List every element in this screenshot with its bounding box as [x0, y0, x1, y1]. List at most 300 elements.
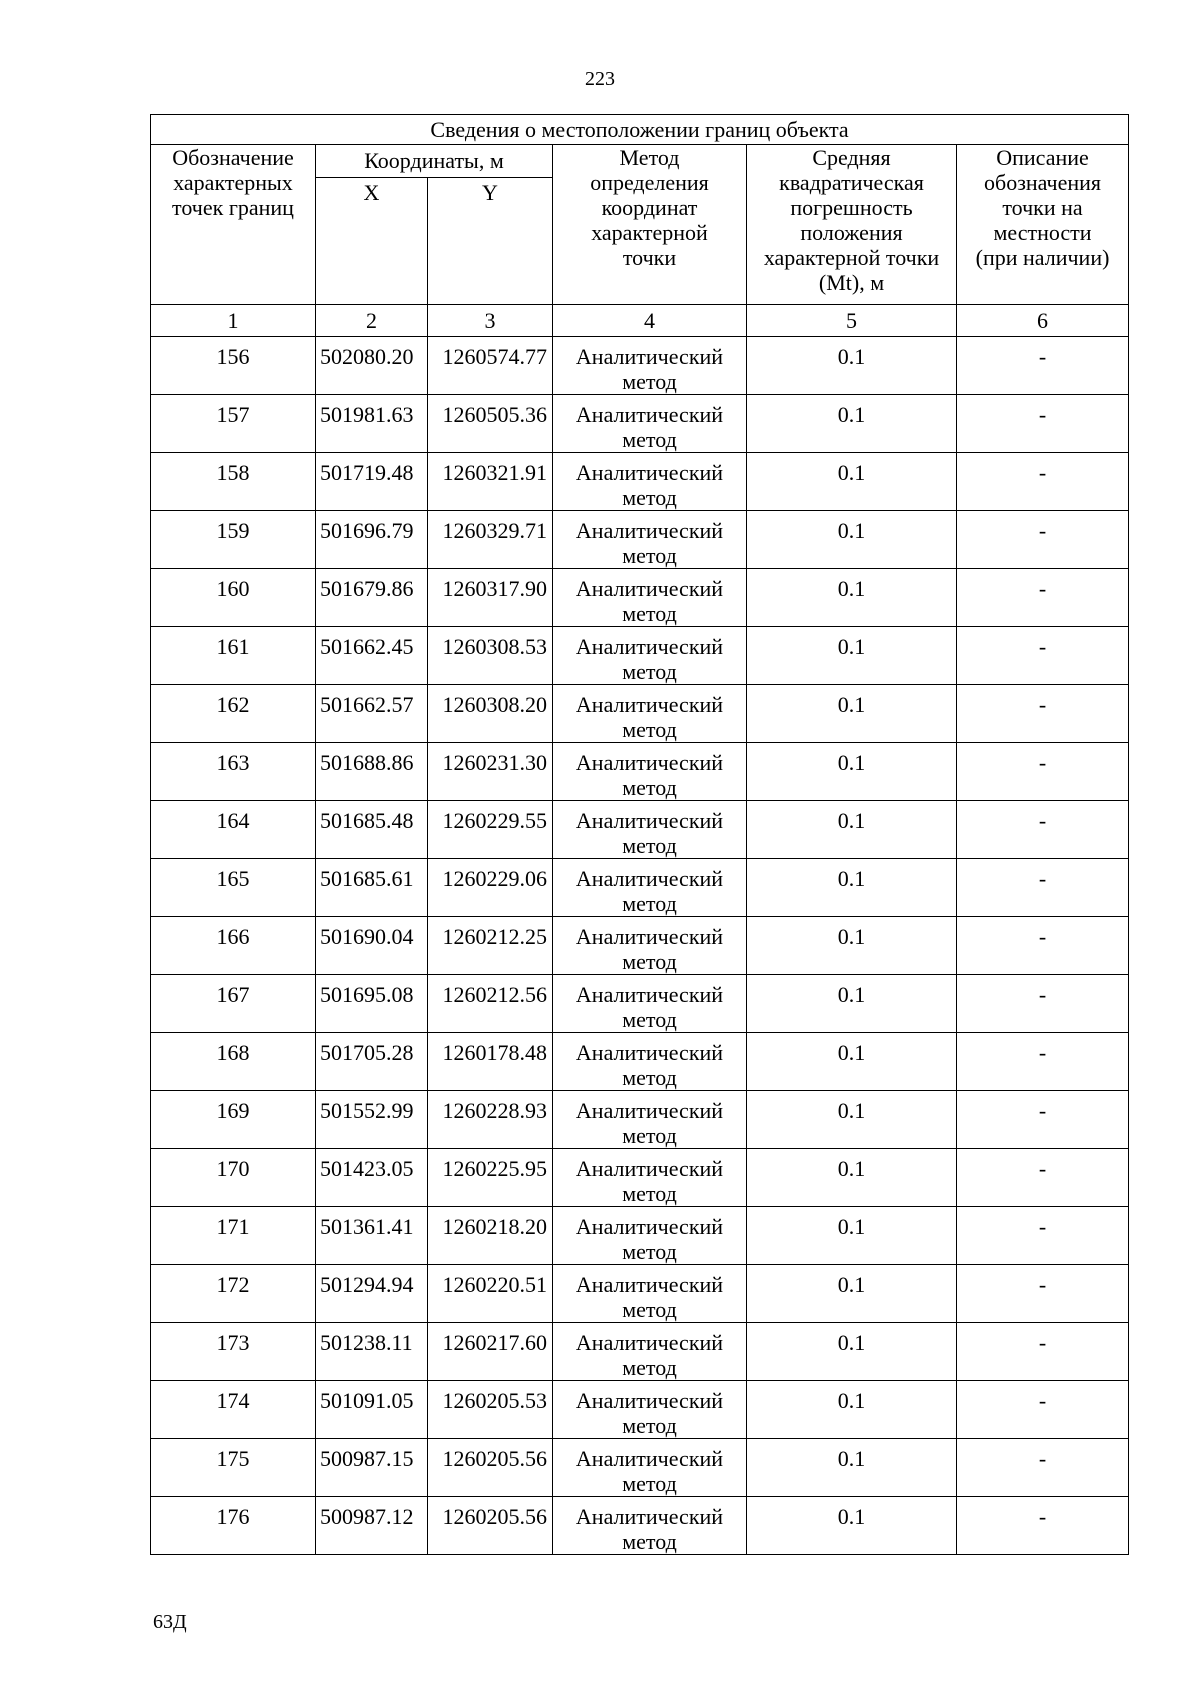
- cell-error: [747, 801, 957, 859]
- cell-point: [151, 627, 316, 685]
- header-row-1: [151, 145, 1129, 178]
- cell-error-value: [747, 337, 956, 369]
- cell-method-text: метод: [622, 717, 677, 742]
- cell-error-value: [747, 1033, 956, 1065]
- cell-error: [747, 511, 957, 569]
- cell-x-text: 501662.45: [320, 634, 414, 659]
- header-x: X: [316, 178, 428, 305]
- header-method-line: координат: [601, 195, 698, 220]
- cell-x: [316, 627, 428, 685]
- cell-point-value: [151, 1323, 315, 1355]
- cell-y: [428, 917, 553, 975]
- cell-description-text: -: [1038, 982, 1047, 1007]
- cell-point-value: [151, 337, 315, 369]
- table-row: [151, 627, 1129, 685]
- cell-point: [151, 801, 316, 859]
- cell-y: [428, 1439, 553, 1497]
- header-coords: Координаты, м: [316, 145, 553, 178]
- cell-x-value: [316, 975, 427, 1007]
- table-row: [151, 801, 1129, 859]
- cell-description: [957, 1033, 1129, 1091]
- cell-point-text: 156: [216, 344, 250, 369]
- cell-method-text: метод: [622, 1471, 677, 1496]
- cell-method-text: Аналитический: [575, 402, 724, 427]
- cell-point-text: 157: [216, 402, 250, 427]
- cell-point-text: 162: [216, 692, 250, 717]
- header-error-line: положения: [800, 220, 903, 245]
- cell-error: [747, 1439, 957, 1497]
- cell-description-text: -: [1038, 1214, 1047, 1239]
- cell-y-value: [428, 395, 552, 427]
- cell-description-text: -: [1038, 1330, 1047, 1355]
- cell-error: [747, 1265, 957, 1323]
- cell-y-text: 1260205.56: [442, 1446, 547, 1471]
- cell-point-text: 160: [216, 576, 250, 601]
- cell-y-text: 1260212.56: [442, 982, 547, 1007]
- cell-x: [316, 917, 428, 975]
- cell-description-value: [957, 1033, 1128, 1065]
- cell-method-text: метод: [622, 891, 677, 916]
- header-point-line: точек границ: [172, 195, 294, 220]
- cell-description-text: -: [1038, 750, 1047, 775]
- cell-method-text: метод: [622, 601, 677, 626]
- cell-method-text: метод: [622, 369, 677, 394]
- column-number: 2: [316, 305, 428, 337]
- cell-point-value: [151, 1497, 315, 1529]
- cell-x-value: [316, 859, 427, 891]
- cell-error-text: 0.1: [837, 1040, 866, 1065]
- cell-description-text: -: [1038, 1388, 1047, 1413]
- cell-point: [151, 569, 316, 627]
- cell-method-text: метод: [622, 659, 677, 684]
- cell-x-text: 501695.08: [320, 982, 414, 1007]
- table-row: [151, 511, 1129, 569]
- cell-description-value: [957, 685, 1128, 717]
- cell-point-text: 161: [216, 634, 250, 659]
- cell-x: [316, 1091, 428, 1149]
- cell-y-text: 1260212.25: [442, 924, 547, 949]
- cell-y-text: 1260217.60: [442, 1330, 547, 1355]
- cell-method-text: метод: [622, 1239, 677, 1264]
- cell-y-value: [428, 1265, 552, 1297]
- cell-method-text: Аналитический: [575, 1040, 724, 1065]
- header-description: [957, 145, 1129, 305]
- cell-description-value: [957, 917, 1128, 949]
- cell-error-value: [747, 917, 956, 949]
- cell-point-text: 169: [216, 1098, 250, 1123]
- cell-method-value: [553, 743, 746, 800]
- column-number: 3: [428, 305, 553, 337]
- cell-error-text: 0.1: [837, 1330, 866, 1355]
- cell-x-value: [316, 569, 427, 601]
- boundary-points-table: [150, 114, 1129, 1555]
- cell-error: [747, 685, 957, 743]
- cell-point-text: 172: [216, 1272, 250, 1297]
- cell-method: [553, 395, 747, 453]
- cell-method-value: [553, 1497, 746, 1554]
- cell-point: [151, 1323, 316, 1381]
- cell-point: [151, 685, 316, 743]
- cell-point-text: 166: [216, 924, 250, 949]
- cell-error-value: [747, 627, 956, 659]
- cell-x-text: 501690.04: [320, 924, 414, 949]
- cell-method-value: [553, 685, 746, 742]
- cell-y-text: 1260574.77: [442, 344, 547, 369]
- cell-method-text: метод: [622, 949, 677, 974]
- cell-point-text: 168: [216, 1040, 250, 1065]
- cell-y: [428, 569, 553, 627]
- cell-method: [553, 627, 747, 685]
- cell-error: [747, 1149, 957, 1207]
- cell-x-text: 501679.86: [320, 576, 414, 601]
- cell-x-value: [316, 1497, 427, 1529]
- cell-description-value: [957, 1265, 1128, 1297]
- table-body: [151, 337, 1129, 1555]
- cell-x-text: 501091.05: [320, 1388, 414, 1413]
- cell-description: [957, 1265, 1129, 1323]
- cell-x-text: 501552.99: [320, 1098, 414, 1123]
- cell-y-value: [428, 1149, 552, 1181]
- cell-error-text: 0.1: [837, 1098, 866, 1123]
- cell-description-text: -: [1038, 1272, 1047, 1297]
- cell-method-value: [553, 859, 746, 916]
- cell-x-text: 502080.20: [320, 344, 414, 369]
- cell-error-text: 0.1: [837, 1446, 866, 1471]
- cell-error: [747, 569, 957, 627]
- cell-method-value: [553, 337, 746, 394]
- cell-error-text: 0.1: [837, 808, 866, 833]
- column-number-row: [151, 305, 1129, 337]
- cell-method-text: Аналитический: [575, 1388, 724, 1413]
- cell-method-value: [553, 1381, 746, 1438]
- cell-error-text: 0.1: [837, 692, 866, 717]
- cell-method-text: Аналитический: [575, 808, 724, 833]
- cell-description-text: -: [1038, 808, 1047, 833]
- header-y: Y: [428, 178, 553, 305]
- cell-method: [553, 743, 747, 801]
- table-row: [151, 1033, 1129, 1091]
- cell-method-text: метод: [622, 1123, 677, 1148]
- cell-x-text: 501719.48: [320, 460, 414, 485]
- cell-point-value: [151, 1381, 315, 1413]
- cell-error-text: 0.1: [837, 750, 866, 775]
- cell-description-text: -: [1038, 1156, 1047, 1181]
- cell-description: [957, 569, 1129, 627]
- cell-description-text: -: [1038, 1504, 1047, 1529]
- cell-method: [553, 569, 747, 627]
- cell-error-value: [747, 1497, 956, 1529]
- cell-error-text: 0.1: [837, 1214, 866, 1239]
- cell-method-text: Аналитический: [575, 634, 724, 659]
- cell-method-text: Аналитический: [575, 750, 724, 775]
- cell-method-value: [553, 569, 746, 626]
- header-method-line: определения: [590, 170, 709, 195]
- cell-description-value: [957, 1497, 1128, 1529]
- cell-method-text: Аналитический: [575, 1446, 724, 1471]
- cell-method-value: [553, 1149, 746, 1206]
- cell-x-text: 501685.48: [320, 808, 414, 833]
- cell-error-value: [747, 395, 956, 427]
- cell-error-text: 0.1: [837, 634, 866, 659]
- table-row: [151, 685, 1129, 743]
- cell-method: [553, 1265, 747, 1323]
- cell-y-value: [428, 1497, 552, 1529]
- header-method: [553, 145, 747, 305]
- cell-x: [316, 1439, 428, 1497]
- cell-description: [957, 1323, 1129, 1381]
- cell-method: [553, 1149, 747, 1207]
- cell-method-value: [553, 511, 746, 568]
- table-row: [151, 569, 1129, 627]
- cell-x-value: [316, 1207, 427, 1239]
- cell-point-text: 158: [216, 460, 250, 485]
- header-error-line: Средняя: [812, 145, 891, 170]
- cell-error-value: [747, 685, 956, 717]
- cell-y-value: [428, 1207, 552, 1239]
- cell-x: [316, 1497, 428, 1555]
- cell-y-value: [428, 1033, 552, 1065]
- cell-point-value: [151, 917, 315, 949]
- cell-point-text: 163: [216, 750, 250, 775]
- cell-error-text: 0.1: [837, 402, 866, 427]
- cell-x-text: 501981.63: [320, 402, 414, 427]
- cell-method: [553, 859, 747, 917]
- cell-error: [747, 337, 957, 395]
- cell-error: [747, 1323, 957, 1381]
- cell-method-value: [553, 1439, 746, 1496]
- cell-method-value: [553, 1265, 746, 1322]
- cell-point: [151, 1033, 316, 1091]
- cell-error-value: [747, 1323, 956, 1355]
- cell-description-text: -: [1038, 460, 1047, 485]
- cell-error-text: 0.1: [837, 1156, 866, 1181]
- cell-point: [151, 859, 316, 917]
- cell-point-text: 175: [216, 1446, 250, 1471]
- cell-point: [151, 1497, 316, 1555]
- cell-point: [151, 1091, 316, 1149]
- cell-point: [151, 1439, 316, 1497]
- cell-y-value: [428, 743, 552, 775]
- cell-point-text: 171: [216, 1214, 250, 1239]
- cell-point-text: 170: [216, 1156, 250, 1181]
- cell-method: [553, 1381, 747, 1439]
- cell-method-value: [553, 1091, 746, 1148]
- cell-x-value: [316, 627, 427, 659]
- cell-description: [957, 1381, 1129, 1439]
- cell-description: [957, 337, 1129, 395]
- cell-x-text: 501685.61: [320, 866, 414, 891]
- table-title: Сведения о местоположении границ объекта: [151, 115, 1129, 145]
- cell-method: [553, 511, 747, 569]
- cell-error: [747, 859, 957, 917]
- cell-description-text: -: [1038, 576, 1047, 601]
- cell-error-text: 0.1: [837, 982, 866, 1007]
- cell-error-text: 0.1: [837, 1388, 866, 1413]
- cell-x-text: 501696.79: [320, 518, 414, 543]
- cell-method-text: Аналитический: [575, 1330, 724, 1355]
- table-row: [151, 859, 1129, 917]
- cell-description-text: -: [1038, 634, 1047, 659]
- cell-method-text: метод: [622, 1181, 677, 1206]
- cell-error-value: [747, 1091, 956, 1123]
- cell-description-value: [957, 975, 1128, 1007]
- cell-method-value: [553, 627, 746, 684]
- cell-point-value: [151, 1149, 315, 1181]
- cell-x-value: [316, 395, 427, 427]
- cell-description-text: -: [1038, 692, 1047, 717]
- cell-x: [316, 511, 428, 569]
- cell-error-text: 0.1: [837, 1504, 866, 1529]
- cell-description-value: [957, 1207, 1128, 1239]
- cell-point-text: 165: [216, 866, 250, 891]
- cell-description-text: -: [1038, 1446, 1047, 1471]
- cell-x-value: [316, 801, 427, 833]
- cell-x: [316, 1033, 428, 1091]
- cell-y: [428, 1033, 553, 1091]
- cell-x: [316, 453, 428, 511]
- cell-point-value: [151, 1091, 315, 1123]
- cell-point-text: 167: [216, 982, 250, 1007]
- cell-method-text: метод: [622, 485, 677, 510]
- cell-point-value: [151, 859, 315, 891]
- cell-y-text: 1260229.06: [442, 866, 547, 891]
- cell-y-text: 1260308.53: [442, 634, 547, 659]
- cell-y: [428, 859, 553, 917]
- cell-y-text: 1260228.93: [442, 1098, 547, 1123]
- cell-y-text: 1260218.20: [442, 1214, 547, 1239]
- cell-description: [957, 1497, 1129, 1555]
- cell-error: [747, 1381, 957, 1439]
- cell-description-value: [957, 1149, 1128, 1181]
- cell-point-text: 174: [216, 1388, 250, 1413]
- cell-x-value: [316, 337, 427, 369]
- cell-description-text: -: [1038, 924, 1047, 949]
- cell-x: [316, 743, 428, 801]
- cell-method-text: Аналитический: [575, 982, 724, 1007]
- cell-x-value: [316, 1323, 427, 1355]
- cell-point-value: [151, 801, 315, 833]
- cell-y: [428, 511, 553, 569]
- cell-point-value: [151, 685, 315, 717]
- cell-y-text: 1260505.36: [442, 402, 547, 427]
- header-description-line: обозначения: [984, 170, 1102, 195]
- cell-method: [553, 1033, 747, 1091]
- cell-error: [747, 975, 957, 1033]
- table-row: [151, 337, 1129, 395]
- header-method-line: Метод: [619, 145, 680, 170]
- cell-error-value: [747, 511, 956, 543]
- cell-error-text: 0.1: [837, 1272, 866, 1297]
- cell-error-text: 0.1: [837, 866, 866, 891]
- column-number: 1: [151, 305, 316, 337]
- cell-method-text: метод: [622, 1355, 677, 1380]
- cell-error: [747, 1497, 957, 1555]
- cell-method: [553, 801, 747, 859]
- cell-y-value: [428, 917, 552, 949]
- footer-code: 63Д: [153, 1611, 187, 1633]
- cell-y-value: [428, 859, 552, 891]
- table-row: [151, 1381, 1129, 1439]
- cell-description: [957, 1091, 1129, 1149]
- cell-description-value: [957, 1381, 1128, 1413]
- cell-point-value: [151, 1265, 315, 1297]
- cell-y: [428, 1381, 553, 1439]
- header-error-line: характерной точки: [763, 245, 940, 270]
- cell-error: [747, 1091, 957, 1149]
- cell-x-text: 501662.57: [320, 692, 414, 717]
- cell-x-text: 501361.41: [320, 1214, 414, 1239]
- column-number: 6: [957, 305, 1129, 337]
- table-row: [151, 1207, 1129, 1265]
- cell-description: [957, 859, 1129, 917]
- table-row: [151, 1439, 1129, 1497]
- cell-point-value: [151, 511, 315, 543]
- cell-y-text: 1260205.56: [442, 1504, 547, 1529]
- cell-method-text: Аналитический: [575, 576, 724, 601]
- cell-error-value: [747, 975, 956, 1007]
- cell-x: [316, 1381, 428, 1439]
- cell-description-text: -: [1038, 518, 1047, 543]
- cell-y-value: [428, 627, 552, 659]
- cell-error: [747, 1207, 957, 1265]
- cell-x-text: 501294.94: [320, 1272, 414, 1297]
- header-method-line: характерной: [591, 220, 708, 245]
- cell-error: [747, 1033, 957, 1091]
- cell-description: [957, 453, 1129, 511]
- cell-y: [428, 1323, 553, 1381]
- cell-method-text: Аналитический: [575, 692, 724, 717]
- header-error-line: погрешность: [790, 195, 913, 220]
- cell-method-text: метод: [622, 1413, 677, 1438]
- cell-x: [316, 1207, 428, 1265]
- header-description-line: (при наличии): [975, 245, 1110, 270]
- cell-method-text: метод: [622, 833, 677, 858]
- cell-x-value: [316, 743, 427, 775]
- cell-description-value: [957, 859, 1128, 891]
- cell-method: [553, 917, 747, 975]
- cell-description-value: [957, 1323, 1128, 1355]
- cell-y: [428, 685, 553, 743]
- cell-method-value: [553, 1033, 746, 1090]
- cell-method: [553, 1207, 747, 1265]
- header-description-line: местности: [993, 220, 1092, 245]
- cell-x-text: 501423.05: [320, 1156, 414, 1181]
- cell-y-value: [428, 337, 552, 369]
- cell-method-text: Аналитический: [575, 924, 724, 949]
- cell-description: [957, 743, 1129, 801]
- cell-error-text: 0.1: [837, 518, 866, 543]
- cell-method-text: Аналитический: [575, 460, 724, 485]
- cell-description-text: -: [1038, 866, 1047, 891]
- cell-method-text: метод: [622, 427, 677, 452]
- cell-y: [428, 395, 553, 453]
- cell-method-text: метод: [622, 1529, 677, 1554]
- cell-method-text: Аналитический: [575, 1214, 724, 1239]
- cell-method-value: [553, 975, 746, 1032]
- cell-method-text: Аналитический: [575, 866, 724, 891]
- cell-x: [316, 569, 428, 627]
- cell-error: [747, 917, 957, 975]
- cell-error-value: [747, 801, 956, 833]
- cell-y: [428, 1207, 553, 1265]
- header-error: [747, 145, 957, 305]
- cell-point: [151, 1381, 316, 1439]
- cell-y-value: [428, 1381, 552, 1413]
- cell-error-text: 0.1: [837, 344, 866, 369]
- cell-method-text: Аналитический: [575, 344, 724, 369]
- cell-y: [428, 627, 553, 685]
- cell-description: [957, 1207, 1129, 1265]
